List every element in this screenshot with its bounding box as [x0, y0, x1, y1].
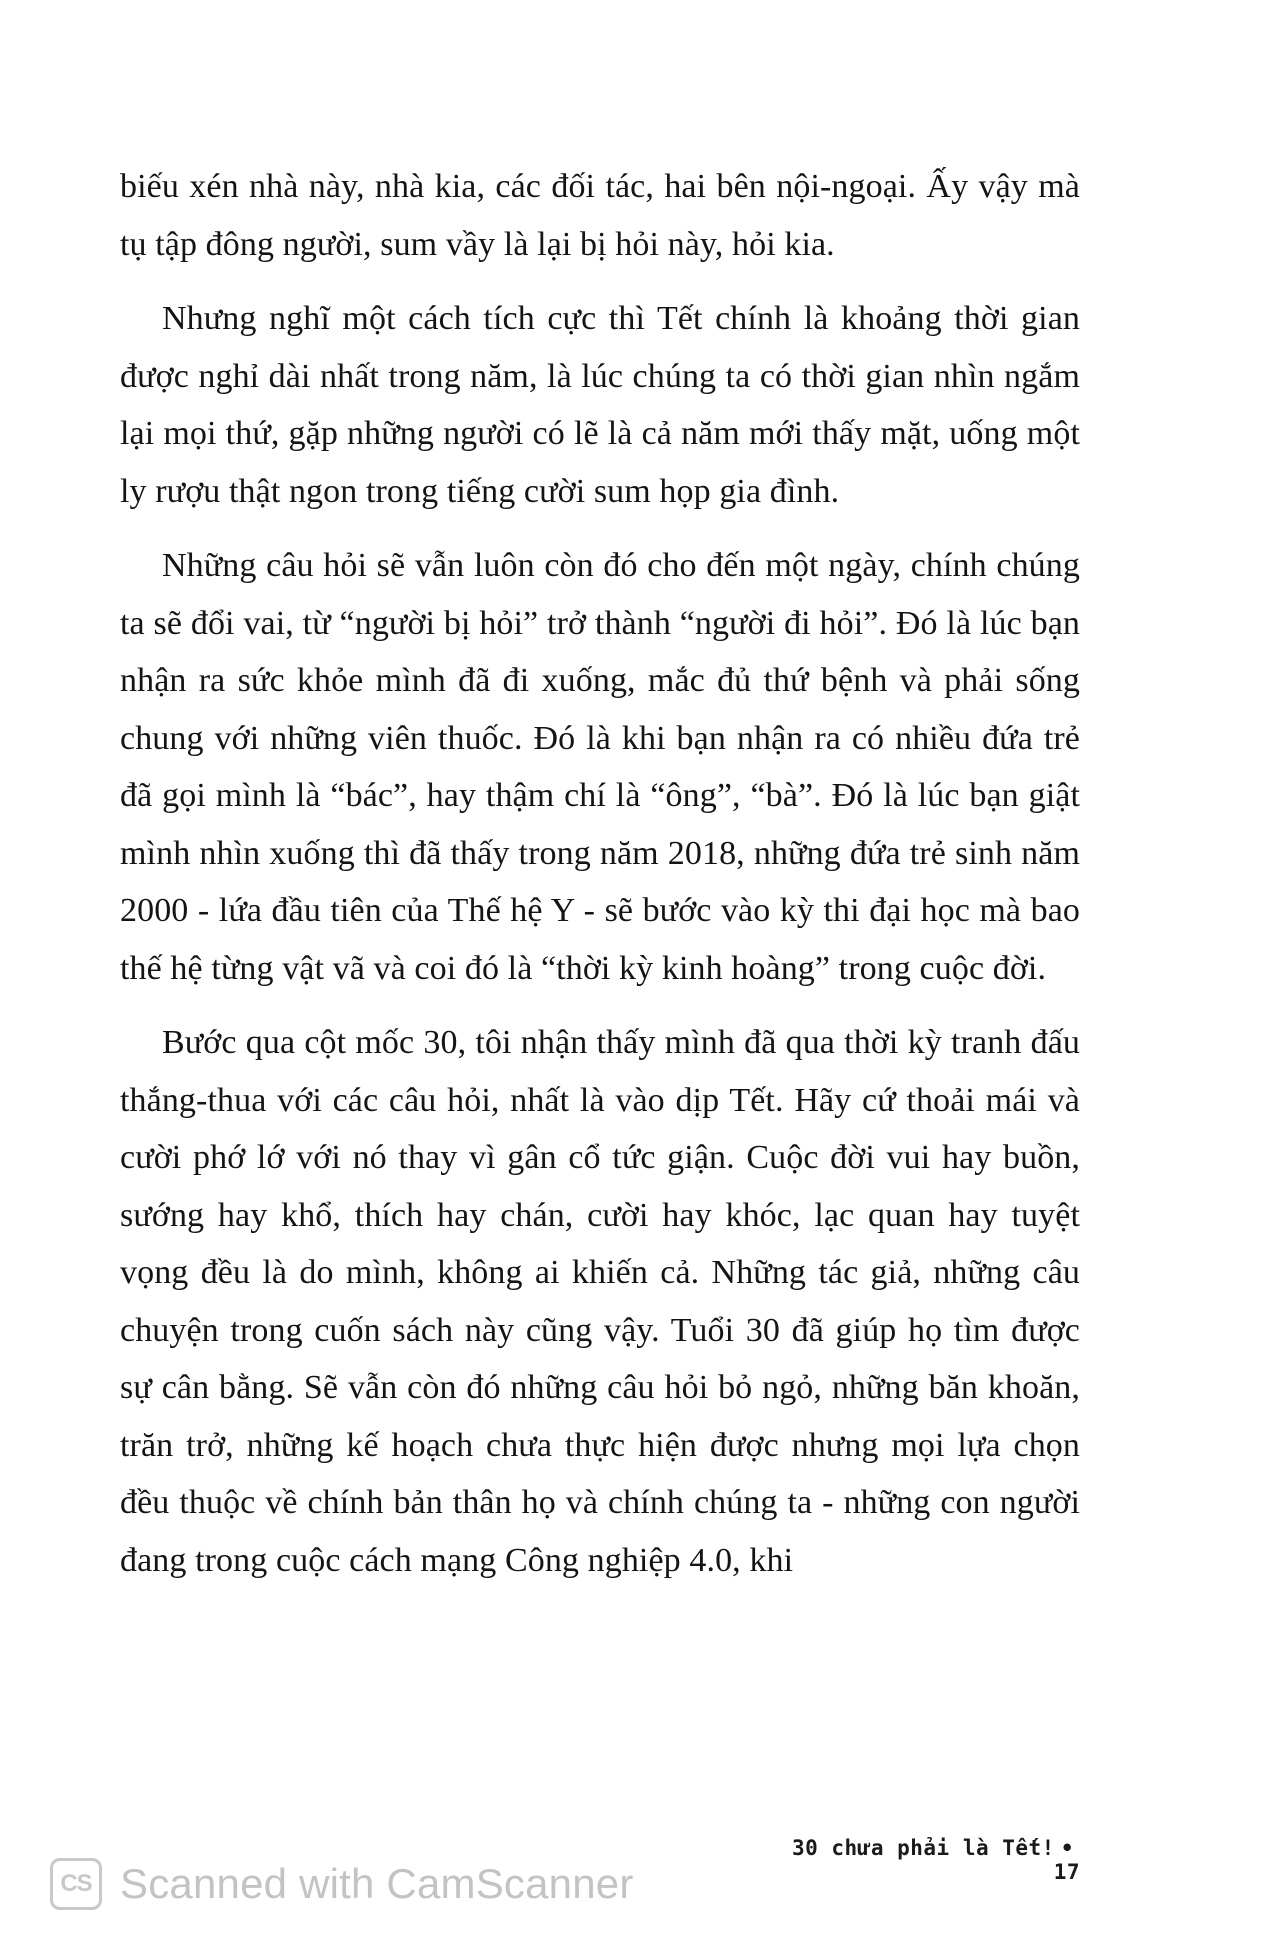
footer-separator: •	[1060, 1836, 1074, 1860]
paragraph-3: Những câu hỏi sẽ vẫn luôn còn đó cho đến một ngày, chính chúng ta sẽ đổi vai, từ “người bị hỏi” trở thành “người đi hỏi”. Đó là lúc bạn nhận ra sức khỏe mình đã đi xuống, mắc đủ thứ bệnh và phải sống chung với những viên thuốc. Đó là khi bạn nhận ra có nhiều đứa trẻ đã gọi mình là “bác”, hay thậm chí là “ông”, “bà”. Đó là lúc bạn giật mình nhìn xuống thì đã thấy trong năm 2018, những đứa trẻ sinh năm 2000 - lứa đầu tiên của Thế hệ Y - sẽ bước vào kỳ thi đại học mà bao thế hệ từng vật vã và coi đó là “thời kỳ kinh hoàng” trong cuộc đời.	[120, 547, 1080, 987]
paragraph-2: Nhưng nghĩ một cách tích cực thì Tết chính là khoảng thời gian được nghỉ dài nhất trong năm, là lúc chúng ta có thời gian nhìn ngắm lại mọi thứ, gặp những người có lẽ là cả năm mới thấy mặt, uống một ly rượu thật ngon trong tiếng cười sum họp gia đình.	[120, 300, 1080, 510]
body-text	[120, 158, 1080, 1606]
paragraph-4: Bước qua cột mốc 30, tôi nhận thấy mình đã qua thời kỳ tranh đấu thắng-thua với các câu hỏi, nhất là vào dịp Tết. Hãy cứ thoải mái và cười phớ lớ với nó thay vì gân cổ tức giận. Cuộc đời vui hay buồn, sướng hay khổ, thích hay chán, cười hay khóc, lạc quan hay tuyệt vọng đều là do mình, không ai khiến cả. Những tác giả, những câu chuyện trong cuốn sách này cũng vậy. Tuổi 30 đã giúp họ tìm được sự cân bằng. Sẽ vẫn còn đó những câu hỏi bỏ ngỏ, những băn khoăn, trăn trở, những kế hoạch chưa thực hiện được nhưng mọi lựa chọn đều thuộc về chính bản thân họ và chính chúng ta - những con người đang trong cuộc cách mạng Công nghiệp 4.0, khi	[120, 1024, 1080, 1579]
camscanner-watermark	[50, 1854, 634, 1914]
watermark-text: Scanned with CamScanner	[120, 1860, 634, 1907]
camscanner-logo-icon: CS	[50, 1858, 102, 1910]
footer-book-title: 30 chưa phải là Tết!	[791, 1836, 1055, 1860]
paragraph-1: biếu xén nhà này, nhà kia, các đối tác, hai bên nội-ngoại. Ấy vậy mà tụ tập đông người, sum vầy là lại bị hỏi này, hỏi kia.	[120, 168, 1080, 263]
page-number: 17	[1053, 1860, 1080, 1884]
running-footer	[780, 1836, 1080, 1884]
